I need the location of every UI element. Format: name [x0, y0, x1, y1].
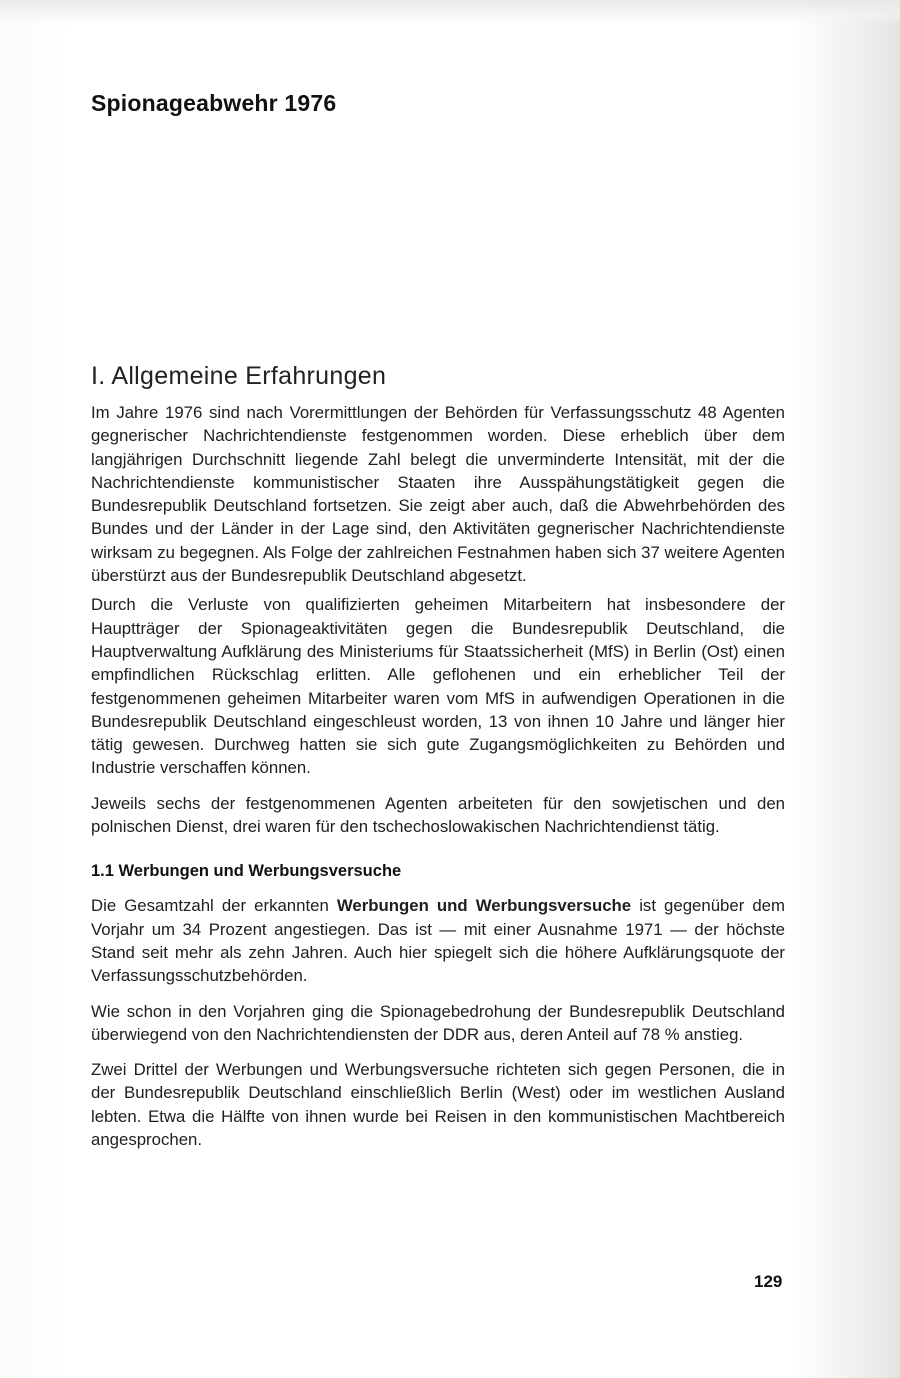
paragraph-1: Im Jahre 1976 sind nach Vorermittlungen der Behörden für Verfassungsschutz 48 Agenten gegnerischer Nachrichtendienste festgenommen worden. Diese erheblich über dem langjährigen Durchschnitt liegende Zahl belegt die unverminderte Intensität, mit der die Nachrichtendienste kommunistischer Staaten ihre Ausspähungstätigkeit gegen die Bundesrepublik Deutschland fortsetzen. Sie zeigt aber auch, daß die Abwehrbehörden des Bundes und der Länder in der Lage sind, den Aktivitäten gegnerischer Nachrichtendienste wirksam zu begegnen. Als Folge der zahlreichen Festnahmen haben sich 37 weitere Agenten überstürzt aus der Bundesrepublik Deutschland abgesetzt.: [91, 403, 785, 586]
section-heading: I. Allgemeine Erfahrungen: [91, 362, 387, 390]
subsection-paragraph-1-bold: Werbungen und Werbungsversuche: [336, 896, 632, 916]
subsection-paragraph-1: [91, 894, 785, 987]
subsection-paragraph-2: Wie schon in den Vorjahren ging die Spionagebedrohung der Bundesrepublik Deutschland überwiegend von den Nachrichtendiensten der DDR aus, deren Anteil auf 78 % anstieg.: [91, 1001, 785, 1044]
subsection-paragraph-3: Zwei Drittel der Werbungen und Werbungsversuche richteten sich gegen Personen, die in der Bundesrepublik Deutschland einschließlich Berlin (West) oder im westlichen Ausland lebten. Etwa die Hälfte von ihnen wurde bei Reisen in den kommunistischen Machtbereich angesprochen.: [91, 1060, 785, 1150]
paragraph-2: Durch die Verluste von qualifizierten geheimen Mitarbeitern hat insbesondere der Hauptträger der Spionageaktivitäten gegen die Bundesrepublik Deutschland, die Hauptverwaltung Aufklärung des Ministeriums für Staatssicherheit (MfS) in Berlin (Ost) einen empfindlichen Rückschlag erlitten. Alle geflohenen und ein erheblicher Teil der festgenommenen geheimen Mitarbeiter waren vom MfS in aufwendigen Operationen in die Bundesrepublik Deutschland eingeschleust worden, 13 von ihnen 10 Jahre und länger hier tätig gewesen. Durchweg hatten sie sich gute Zugangsmöglichkeiten zu Behörden und Industrie verschaffen können.: [91, 595, 785, 778]
subsection-paragraph-1-start: Die Gesamtzahl der erkannten: [91, 896, 337, 916]
body-text: [91, 401, 785, 1159]
subsection-heading: 1.1 Werbungen und Werbungsversuche: [91, 862, 402, 881]
subsection-paragraph-1-end: ist gegenüber dem Vorjahr um 34 Prozent angestiegen. Das ist — mit einer Ausnahme 1971 — der höchste Stand seit mehr als zehn Jahren. Auch hier spiegelt sich die höhere Aufklärungsquote der Verfassungsschutzbehörden.: [91, 896, 785, 986]
paragraph-3: Jeweils sechs der festgenommenen Agenten arbeiteten für den sowjetischen und den polnischen Dienst, drei waren für den tschechoslowakischen Nachrichtendienst tätig.: [91, 793, 785, 837]
page-title: Spionageabwehr 1976: [91, 90, 337, 116]
scan-edge-shading: [0, 0, 900, 26]
page-number: 129: [754, 1272, 783, 1291]
